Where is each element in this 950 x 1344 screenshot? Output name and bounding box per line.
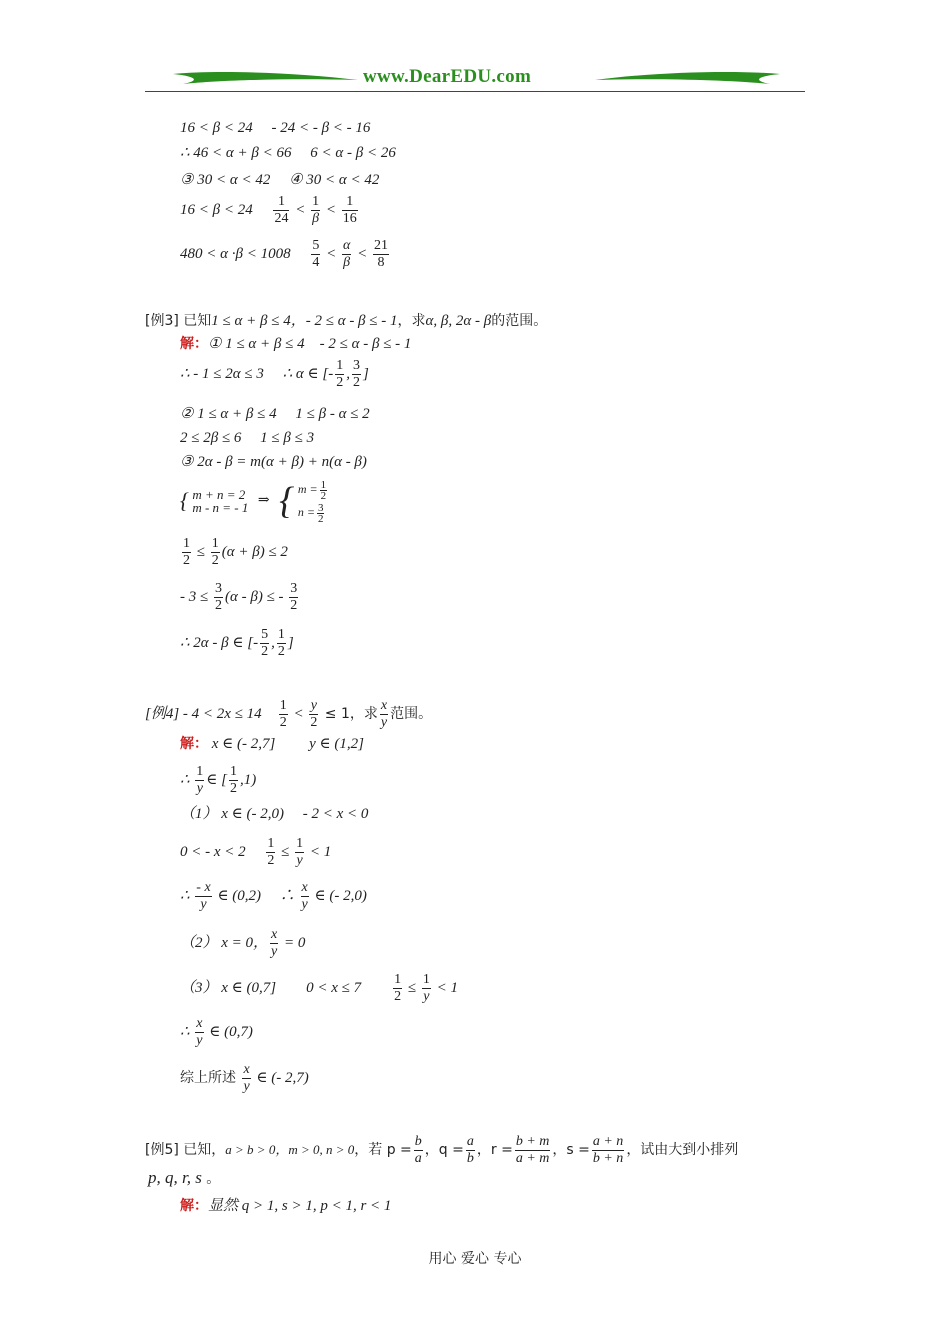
solve-label: 解：: [180, 1198, 208, 1214]
fraction: $\frac{1}{y}$: [422, 972, 430, 1004]
left-swoosh-decoration: [173, 68, 358, 86]
fraction: $\frac{1}{2}$: [267, 836, 275, 868]
example-3-result: ∴ 2α - β ∈ [- $\frac{5}{2}$ , $\frac{1}{2}$ ]: [180, 627, 294, 659]
line-3: ③ 30 < α < 42 ④ 30 < α < 42: [180, 172, 380, 188]
left-brace: {: [180, 487, 189, 513]
fraction: $\frac{1}{2}$: [277, 627, 285, 659]
system-left: m + n = 2 m - n = - 1: [192, 486, 249, 515]
example-3-title: [例3] 已知1 ≤ α + β ≤ 4，- 2 ≤ α - β ≤ - 1，求α, β, 2α - β的范围。: [145, 313, 548, 329]
fraction: $\frac{y}{2}$: [310, 698, 318, 730]
fraction: $\frac{1}{2}$: [279, 698, 287, 730]
line-5: 480 < α ·β < 1008 $\frac{5}{4}$ < $\frac{\alpha}{\beta}$ < $\frac{21}{8}$: [180, 238, 388, 270]
example-3-step-1: 解：① 1 ≤ α + β ≤ 4 - 2 ≤ α - β ≤ - 1: [180, 336, 412, 352]
example-4-summary: 综上所述 $\frac{x}{y}$ ∈ (- 2,7): [180, 1062, 309, 1094]
solve-label: 解：: [180, 336, 208, 352]
system-right: m = $\frac{1}{2}$ n = $\frac{3}{2}$: [297, 478, 327, 525]
fraction: $\frac{x}{y}$: [196, 1016, 203, 1048]
example-4-step-1: 解： x ∈ (- 2,7] y ∈ (1,2]: [180, 736, 364, 752]
fraction: $\frac{1}{16}$: [342, 194, 357, 226]
example-4-case-1c: ∴ $\frac{- x}{y}$ ∈ (0,2) ∴ $\frac{x}{y}$ ∈ (- 2,0): [180, 880, 367, 912]
page-header: [145, 62, 805, 92]
example-5-title: [例5] 已知，a > b > 0，m > 0, n > 0，若 p = $\frac{b}{a}$ ，q = $\frac{a}{b}$ ，r = $\frac{b + m}{a + m}$ ，s = $\frac{a + n}{b + n}$ ，试由大到小排列: [145, 1134, 739, 1166]
fraction: $\frac{b + m}{a + m}$: [515, 1134, 550, 1166]
fraction: $\frac{1}{2}$: [336, 358, 344, 390]
line-5-pre: 480 < α ·β < 1008: [180, 245, 306, 262]
example-4-case-1: （1） x ∈ (- 2,0) - 2 < x < 0: [180, 806, 369, 822]
right-brace: {: [279, 479, 295, 522]
site-logo[interactable]: www.DearEDU.com: [363, 66, 532, 87]
right-swoosh-decoration: [595, 68, 780, 86]
fraction: $\frac{21}{8}$: [373, 238, 388, 270]
example-3-step-7: - 3 ≤ $\frac{3}{2}$ (α - β) ≤ - $\frac{3}{2}$: [180, 581, 298, 613]
implies-arrow: ⇒: [257, 492, 270, 508]
fraction: $\frac{x}{y}$: [380, 698, 388, 730]
solve-label: 解：: [180, 736, 208, 752]
fraction: $\frac{a + n}{b + n}$: [592, 1134, 624, 1166]
example-3-step-6: $\frac{1}{2}$ ≤ $\frac{1}{2}$ (α + β) ≤ 2: [183, 536, 288, 568]
example-4-case-1b: 0 < - x < 2 $\frac{1}{2}$ ≤ $\frac{1}{y}$ < 1: [180, 836, 332, 868]
fraction: $\frac{1}{\beta}$: [312, 194, 320, 226]
fraction: $\frac{5}{2}$: [261, 627, 269, 659]
fraction: $\frac{- x}{y}$: [196, 880, 211, 912]
fraction: $\frac{1}{y}$: [296, 836, 304, 868]
example-4-case-2: （2） x = 0， $\frac{x}{y}$ = 0: [180, 927, 306, 959]
example-3-step-5: ③ 2α - β = m(α + β) + n(α - β): [180, 454, 367, 470]
header-rule: [145, 91, 805, 92]
example-3-step-3: ② 1 ≤ α + β ≤ 4 1 ≤ β - α ≤ 2: [180, 406, 370, 422]
fraction: $\frac{x}{y}$: [301, 880, 308, 912]
line-4-pre: 16 < β < 24: [180, 201, 268, 218]
example-4-title: [例4] - 4 < 2x ≤ 14 $\frac{1}{2}$ < $\frac{y}{2}$ ≤ 1，求 $\frac{x}{y}$ 范围。: [145, 698, 433, 730]
fraction: $\frac{3}{2}$: [214, 581, 222, 613]
example-3-system: [180, 478, 329, 524]
line-4: 16 < β < 24 $\frac{1}{24}$ < $\frac{1}{\beta}$ < $\frac{1}{16}$: [180, 194, 357, 226]
fraction: $\frac{1}{24}$: [274, 194, 289, 226]
page-footer: 用心 爱心 专心: [428, 1251, 522, 1267]
fraction: $\frac{1}{2}$: [394, 972, 402, 1004]
fraction: $\frac{b}{a}$: [414, 1134, 422, 1166]
fraction: $\frac{5}{4}$: [312, 238, 320, 270]
fraction: $\frac{1}{y}$: [196, 764, 204, 796]
line-2: ∴ 46 < α + β < 66 6 < α - β < 26: [180, 145, 396, 161]
fraction: $\frac{a}{b}$: [466, 1134, 474, 1166]
fraction: $\frac{x}{y}$: [271, 927, 278, 959]
fraction: $\frac{1}{2}$: [183, 536, 190, 568]
example-5-step-1: 解：显然 q > 1, s > 1, p < 1, r < 1: [180, 1198, 392, 1214]
fraction: $\frac{3}{2}$: [352, 358, 360, 390]
example-4-case-3b: ∴ $\frac{x}{y}$ ∈ (0,7): [180, 1016, 253, 1048]
fraction: $\frac{1}{2}$: [320, 478, 327, 502]
fraction: $\frac{x}{y}$: [243, 1062, 250, 1094]
example-4-case-3: （3） x ∈ (0,7] 0 < x ≤ 7 $\frac{1}{2}$ ≤ $\frac{1}{y}$ < 1: [180, 972, 458, 1004]
example-4-step-2: ∴ $\frac{1}{y}$ ∈ [ $\frac{1}{2}$ ,1): [180, 764, 257, 796]
line-1: 16 < β < 24 - 24 < - β < - 16: [180, 120, 371, 136]
example-3-step-2: ∴ - 1 ≤ 2α ≤ 3 ∴ α ∈ [- $\frac{1}{2}$ , $\frac{3}{2}$ ]: [180, 358, 369, 390]
example-3-step-4: 2 ≤ 2β ≤ 6 1 ≤ β ≤ 3: [180, 430, 315, 446]
example-5-title-2: p, q, r, s 。: [148, 1168, 221, 1187]
fraction: $\frac{3}{2}$: [290, 581, 298, 613]
fraction: $\frac{\alpha}{\beta}$: [342, 238, 351, 270]
fraction: $\frac{3}{2}$: [317, 501, 324, 525]
fraction: $\frac{1}{2}$: [211, 536, 219, 568]
fraction: $\frac{1}{2}$: [230, 764, 237, 796]
